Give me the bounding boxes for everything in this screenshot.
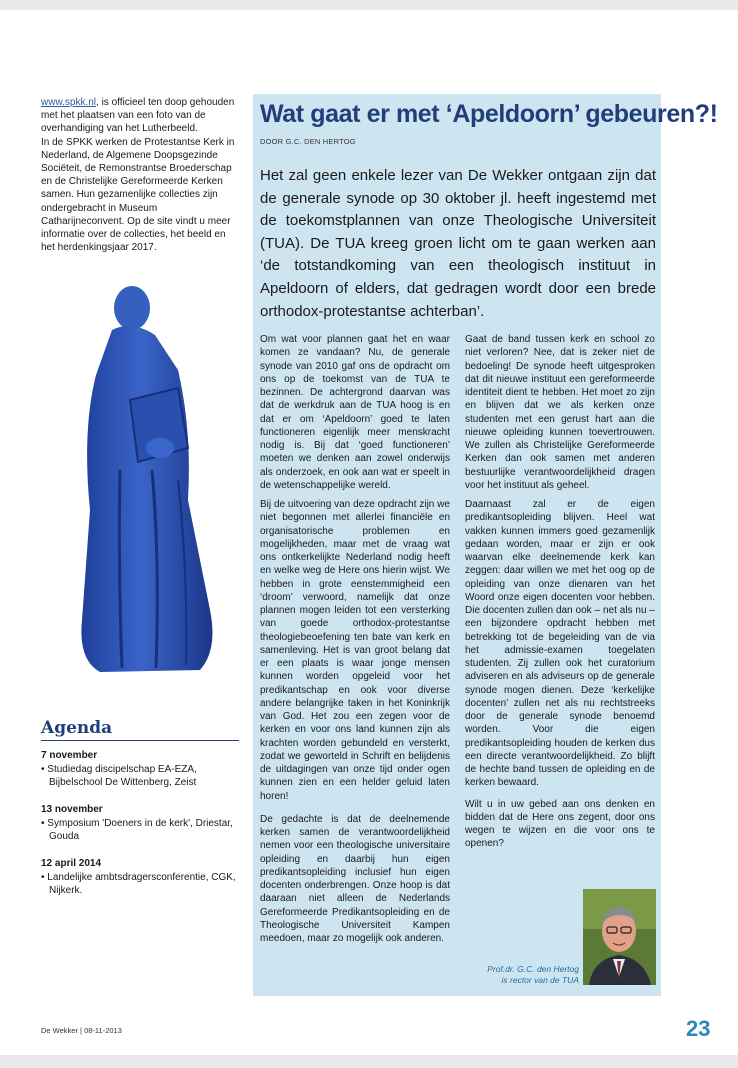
article-paragraph: Gaat de band tussen kerk en school zo niet verloren? Nee, dat is zeker niet de bedoeling! De synode heeft uitgesproken dat dit nieuwe instituut een gereformeerde identiteit dient te hebben. Het moet zo zijn en blijven dat we als kerken onze studenten met een gerust hart aan die nieuwe opleiding kunnen toevertrouwen. We zullen als Christelijke Gereformeerde Kerken dan ook samen met anderen bestuurlijke verantwoordelijkheid dragen voor het instituut als geheel. <box>465 334 655 491</box>
agenda-event <box>41 803 239 843</box>
luther-statue-image <box>60 280 230 680</box>
article-byline: DOOR G.C. DEN HERTOG <box>260 137 356 146</box>
spkk-link[interactable]: www.spkk.nl <box>41 97 97 108</box>
agenda-event-date: 13 november <box>41 804 103 815</box>
caption-line-2: is rector van de TUA <box>501 975 579 985</box>
sidebar-paragraph-1-rest: , is officieel ten doop gehouden met het plaatsen van een foto van de overhandiging van het Lutherbeeld. <box>41 97 235 135</box>
sidebar-paragraph-2: In de SPKK werken de Protestantse Kerk in Nederland, de Algemene Doopsgezinde Sociëteit, de Remonstrantse Broederschap en de Christelijke Gereformeerde Kerken samen. Hun gezamenlijke collecties zijn ondergebracht in Museum Catharijneconvent. Op de site vindt u meer informatie over de collecties, het beeld en het herdenkingsjaar 2017. <box>41 136 235 254</box>
agenda-title: Agenda <box>41 718 239 741</box>
agenda-event-desc: • Symposium 'Doeners in de kerk', Driestar, Gouda <box>41 818 233 842</box>
article-paragraph: Om wat voor plannen gaat het en waar komen ze vandaan? Nu, de generale synode van 2010 gaf ons de opdracht om ons op de toekomst van de TUA te bezinnen. De achtergrond daarvan was dat de werkdruk aan de TUA hoog is en dat er om ‘Apeldoorn’ goed te laten functioneren eigenlijk meer menskracht nodig is. Bij dat ‘goed functioneren’ moeten we denken aan zowel onderwijs als onderzoek, en ook aan wat er speelt in de wetenschappelijke wereld. <box>260 334 450 491</box>
agenda-event-date: 12 april 2014 <box>41 858 102 869</box>
sidebar-text <box>41 96 239 254</box>
author-photo <box>583 889 656 985</box>
article-paragraph: Daarnaast zal er de eigen predikantsopleiding blijven. Heel wat vakken kunnen immers goed gezamenlijk gedaan worden, maar er zijn er ook waarvan elke deelnemende kerk kan zeggen: daar willen we met het oog op de opleiding van onze dienaren van het Woord onze eigen docenten voor hebben. Die docenten zullen dan ook – net als nu – een bijzondere opdracht hebben met betrekking tot de begeleiding van de via het admissie-examen toegelaten studenten. Zij zullen ook het curatorium adviseren en als adviseurs op de generale synode mogen dienen. Deze ‘kerkelijke docenten’ zullen net als nu rechtstreeks door de generale synode benoemd worden. Voor die eigen predikantsopleiding houden de kerken dus een directe verantwoordelijkheid. Zo blijft de hechte band tussen de opleiding en de kerken bewaard. <box>465 499 655 789</box>
article-intro: Het zal geen enkele lezer van De Wekker ontgaan zijn dat de generale synode op 30 oktober jl. heeft ingestemd met de toekomstplannen van onze Theologische Universiteit (TUA). De TUA kreeg groen licht om te gaan werken aan ‘de totstandkoming van een theologisch instituut in Apeldoorn of elders, dat gedragen wordt door een brede orthodox-protestantse achterban’. <box>260 167 656 320</box>
caption-line-1: Prof.dr. G.C. den Hertog <box>487 964 579 974</box>
article-column-1 <box>260 333 450 951</box>
agenda-event-desc: • Landelijke ambtsdragersconferentie, CGK, Nijkerk. <box>41 872 236 896</box>
article-paragraph: Bij de uitvoering van deze opdracht zijn we niet begonnen met allerlei financiële en organisatorische problemen en mogelijkheden, maar met de vraag wat ons ontkerkelijkte Nederland nodig heeft en welke weg de Here ons hierin wijst. We hebben in grote eenstemmigheid een ‘droom’ verwoord, namelijk dat onze plannen mogen leiden tot een versterking van goede orthodox-protestantse theologiebeoefening ten bate van kerk en samenleving. Het is van groot belang dat er een plaats is waar jonge mensen kunnen worden opgeleid voor het predikantschap en ook voor diverse andere belangrijke taken in het Koninkrijk van God. Het zou een zegen voor de kerken en voor ons land kunnen zijn als krachten worden gebundeld en versterkt, zodat we geworteld in Schrift en belijdenis de uitdagingen van onze tijd onder ogen kunnen zien en een helder geluid laten horen! <box>260 499 450 802</box>
agenda-event <box>41 857 239 897</box>
article-title: Wat gaat er met ‘Apeldoorn’ gebeuren?! <box>260 100 718 128</box>
agenda-event <box>41 749 239 789</box>
page <box>0 10 738 1055</box>
article-paragraph: Wilt u in uw gebed aan ons denken en bidden dat de Here ons zegent, door ons wegen te wijzen en die voor ons te openen? <box>465 798 655 850</box>
agenda-section <box>41 718 239 897</box>
article-paragraph: De gedachte is dat de deelnemende kerken samen de verantwoordelijkheid nemen voor een theologische universitaire opleiding en daarbij hun eigen predikantsopleiding inclusief hun eigen docenten onderbrengen. Onze hoop is dat daaraan niet alleen de Nederlands Gereformeerde Predikantsopleiding en de Theologische Universiteit Kampen meedoen, maar zo mogelijk ook anderen. <box>260 813 450 944</box>
article-box <box>253 94 718 996</box>
agenda-event-desc: • Studiedag discipelschap EA-EZA, Bijbelschool De Wittenberg, Zeist <box>41 764 197 788</box>
sidebar-paragraph-1 <box>41 96 239 136</box>
footer-publication: De Wekker | 08-11-2013 <box>41 1026 122 1035</box>
author-photo-caption <box>463 964 579 986</box>
article-column-2 <box>465 333 655 857</box>
page-number: 23 <box>686 1016 711 1041</box>
agenda-event-date: 7 november <box>41 750 98 761</box>
